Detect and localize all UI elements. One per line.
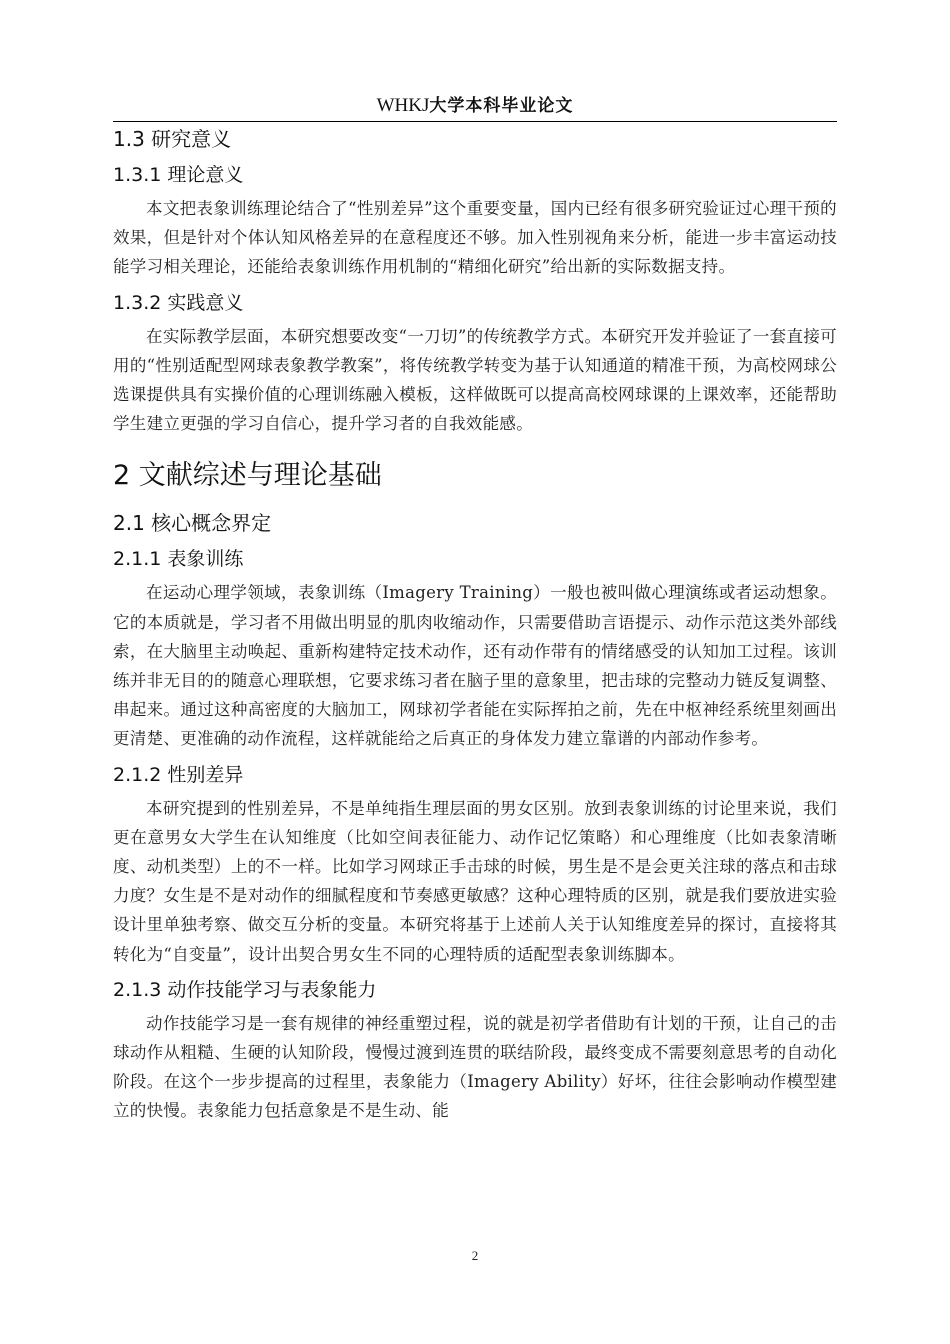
- paragraph-1-3-2: 在实际教学层面，本研究想要改变“一刀切”的传统教学方式。本研究开发并验证了一套直接可用的“性别适配型网球表象教学教案”，将传统教学转变为基于认知通道的精准干预，为高校网球公选课提供具有实操价值的心理训练融入模板，这样做既可以提高高校网球课的上课效率，还能帮助学生建立更强的学习自信心，提升学习者的自我效能感。: [113, 326, 837, 434]
- heading-2: 2 文献综述与理论基础: [113, 460, 382, 492]
- heading-1-3-1: 1.3.1 理论意义: [113, 164, 244, 186]
- heading-2-1-2: 2.1.2 性别差异: [113, 763, 244, 786]
- page-header: [113, 93, 837, 122]
- paragraph-2-1-1: 在运动心理学领域，表象训练（Imagery Training）一般也被叫做心理演练或者运动想象。它的本质就是，学习者不用做出明显的肌肉收缩动作，只需要借助言语提示、动作示范这类外部线索，在大脑里主动唤起、重新构建特定技术动作，还有动作带有的情绪感受的认知加工过程。该训练并非无目的的随意心理联想，它要求练习者在脑子里的意象里，把击球的完整动力链反复调整、串起来。通过这种高密度的大脑加工，网球初学者能在实际挥拍之前，先在中枢神经系统里刻画出更清楚、更准确的动作流程，这样就能给之后真正的身体发力建立靠谱的内部动作参考。: [113, 583, 837, 749]
- header-latin-text: WHKJ: [376, 95, 430, 116]
- heading-2-1-1: 2.1.1 表象训练: [113, 548, 244, 571]
- paragraph-1-3-1: 本文把表象训练理论结合了“性别差异”这个重要变量，国内已经有很多研究验证过心理干预的效果，但是针对个体认知风格差异的在意程度还不够。加入性别视角来分析，能进一步丰富运动技能学习相关理论，还能给表象训练作用机制的“精细化研究”给出新的实际数据支持。: [113, 199, 837, 277]
- header-title: 大学本科毕业论文: [429, 96, 574, 116]
- heading-1-3-2: 1.3.2 实践意义: [113, 291, 244, 314]
- paragraph-2-1-3: 动作技能学习是一套有规律的神经重塑过程，说的就是初学者借助有计划的干预，让自己的击球动作从粗糙、生硬的认知阶段，慢慢过渡到连贯的联结阶段，最终变成不需要刻意思考的自动化阶段。在这个一步步提高的过程里，表象能力（Imagery Ability）好坏，往往会影响动作模型建立的快慢。表象能力包括意象是不是生动、能: [113, 1013, 837, 1121]
- body-content: [113, 122, 837, 1130]
- heading-2-1-3: 2.1.3 动作技能学习与表象能力: [113, 978, 377, 1001]
- paragraph-2-1-2: 本研究提到的性别差异，不是单纯指生理层面的男女区别。放到表象训练的讨论里来说，我们更在意男女大学生在认知维度（比如空间表征能力、动作记忆策略）和心理维度（比如表象清晰度、动机类型）上的不一样。比如学习网球正手击球的时候，男生是不是会更关注球的落点和击球力度？女生是不是对动作的细腻程度和节奏感更敏感？这种心理特质的区别，就是我们要放进实验设计里单独考察、做交互分析的变量。本研究将基于上述前人关于认知维度差异的探讨，直接将其转化为“自变量”，设计出契合男女生不同的心理特质的适配型表象训练脚本。: [113, 798, 837, 964]
- heading-1-3: 1.3 研究意义: [113, 127, 232, 151]
- page-number: 2: [471, 1248, 479, 1263]
- heading-2-1: 2.1 核心概念界定: [113, 511, 272, 536]
